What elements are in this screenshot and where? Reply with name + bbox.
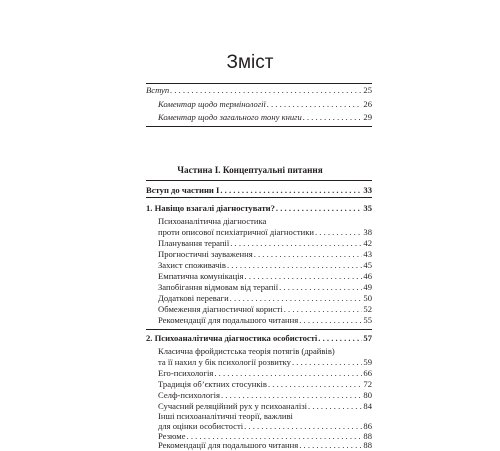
toc-entry-label: Рекомендації для подальшого читання [158, 315, 299, 325]
toc-entry-intro [146, 84, 372, 96]
toc-entry-label: Психоаналітична діагностика [158, 216, 267, 226]
toc-page-number: 88 [363, 431, 372, 441]
toc-page-number: 84 [363, 401, 372, 411]
toc-page-number: 49 [363, 282, 372, 292]
toc-page-number: 43 [363, 249, 372, 259]
toc-entry-tone [158, 111, 372, 123]
toc-page-number: 45 [363, 260, 372, 270]
toc-page-number: 33 [363, 185, 372, 195]
toc-entry [158, 314, 372, 326]
toc-entry-terminology [158, 98, 372, 110]
toc-entry-label: Рекомендації для подальшого читання [158, 440, 299, 450]
toc-entry-label: Коментар щодо загального тону книги [158, 112, 302, 122]
toc-entry-label: Вступ до частини I [146, 185, 220, 195]
toc-page-number: 25 [363, 85, 372, 95]
toc-entry-label: Прогностичні зауваження [158, 249, 253, 259]
dot-leader [299, 439, 362, 451]
dot-leader [220, 184, 362, 196]
toc-page-number: 86 [363, 421, 372, 431]
toc-entry-label: Інші психоаналітичні теорії, важливі [158, 411, 293, 421]
toc-page-number: 50 [363, 293, 372, 303]
toc-entry [158, 439, 372, 451]
toc-page-number: 80 [363, 390, 372, 400]
toc-entry-label: Класична фройдистська теорія потягів (драйвів) [158, 346, 335, 356]
dot-leader [318, 332, 362, 344]
toc-entry-label: Емпатична комунікація [158, 271, 244, 281]
toc-entry-label: Резюме [158, 431, 186, 441]
toc-entry-label: Захист споживачів [158, 260, 226, 270]
toc-page-number: 88 [363, 440, 372, 450]
dot-leader [299, 314, 362, 326]
toc-entry-label: Додаткові переваги [158, 293, 229, 303]
dot-leader [267, 98, 362, 110]
toc-entry-label: Запобігання відмовам від терапії [158, 282, 279, 292]
page-title: Зміст [226, 52, 274, 73]
chapter2-divider [146, 329, 372, 330]
toc-entry-label: Традиція об’єктних стосунків [158, 379, 267, 389]
toc-entry-label: Сучасний реляційний рух у психоаналізі [158, 401, 308, 411]
toc-page-number: 29 [363, 112, 372, 122]
toc-entry-label: Обмеження діагностичної користі [158, 304, 283, 314]
toc-entry-label: 1. Навіщо взагалі діагностувати? [146, 203, 275, 213]
toc-page-number: 35 [363, 203, 372, 213]
toc-entry-label: для оцінки особистості [158, 421, 244, 431]
toc-entry-label: Его-психологія [158, 368, 214, 378]
dot-leader [308, 400, 362, 412]
toc-entry-label: Селф-психологія [158, 390, 220, 400]
toc-entry-label: та її нахил у бік психології розвитку [158, 357, 291, 367]
toc-entry-label: Планування терапії [158, 238, 230, 248]
part-title: Частина I. Концептуальні питання [177, 165, 323, 175]
toc-entry-label: 2. Психоаналітична діагностика особистості [146, 333, 318, 343]
toc-page-number: 57 [363, 333, 372, 343]
toc-page-number: 42 [363, 238, 372, 248]
toc-chapter-1 [146, 202, 372, 214]
toc-page-number: 55 [363, 315, 372, 325]
toc-page-number: 26 [363, 99, 372, 109]
part-divider [146, 180, 372, 181]
dot-leader [303, 111, 363, 123]
chapter1-divider [146, 197, 372, 198]
toc-entry-label: проти описової психіатричної діагностики [158, 227, 314, 237]
toc-chapter-2 [146, 332, 372, 344]
toc-page-number: 66 [363, 368, 372, 378]
toc-page-number: 38 [363, 227, 372, 237]
dot-leader [276, 202, 362, 214]
toc-page-number: 72 [363, 379, 372, 389]
toc-entry-label: Коментар щодо термінології [158, 99, 266, 109]
toc-page-number: 46 [363, 271, 372, 281]
middle-divider [146, 126, 372, 127]
toc-page-number: 59 [363, 357, 372, 367]
toc-entry-label: Вступ [146, 85, 170, 95]
toc-entry-part-intro [146, 184, 372, 196]
toc-page-number: 52 [363, 304, 372, 314]
dot-leader [170, 84, 362, 96]
